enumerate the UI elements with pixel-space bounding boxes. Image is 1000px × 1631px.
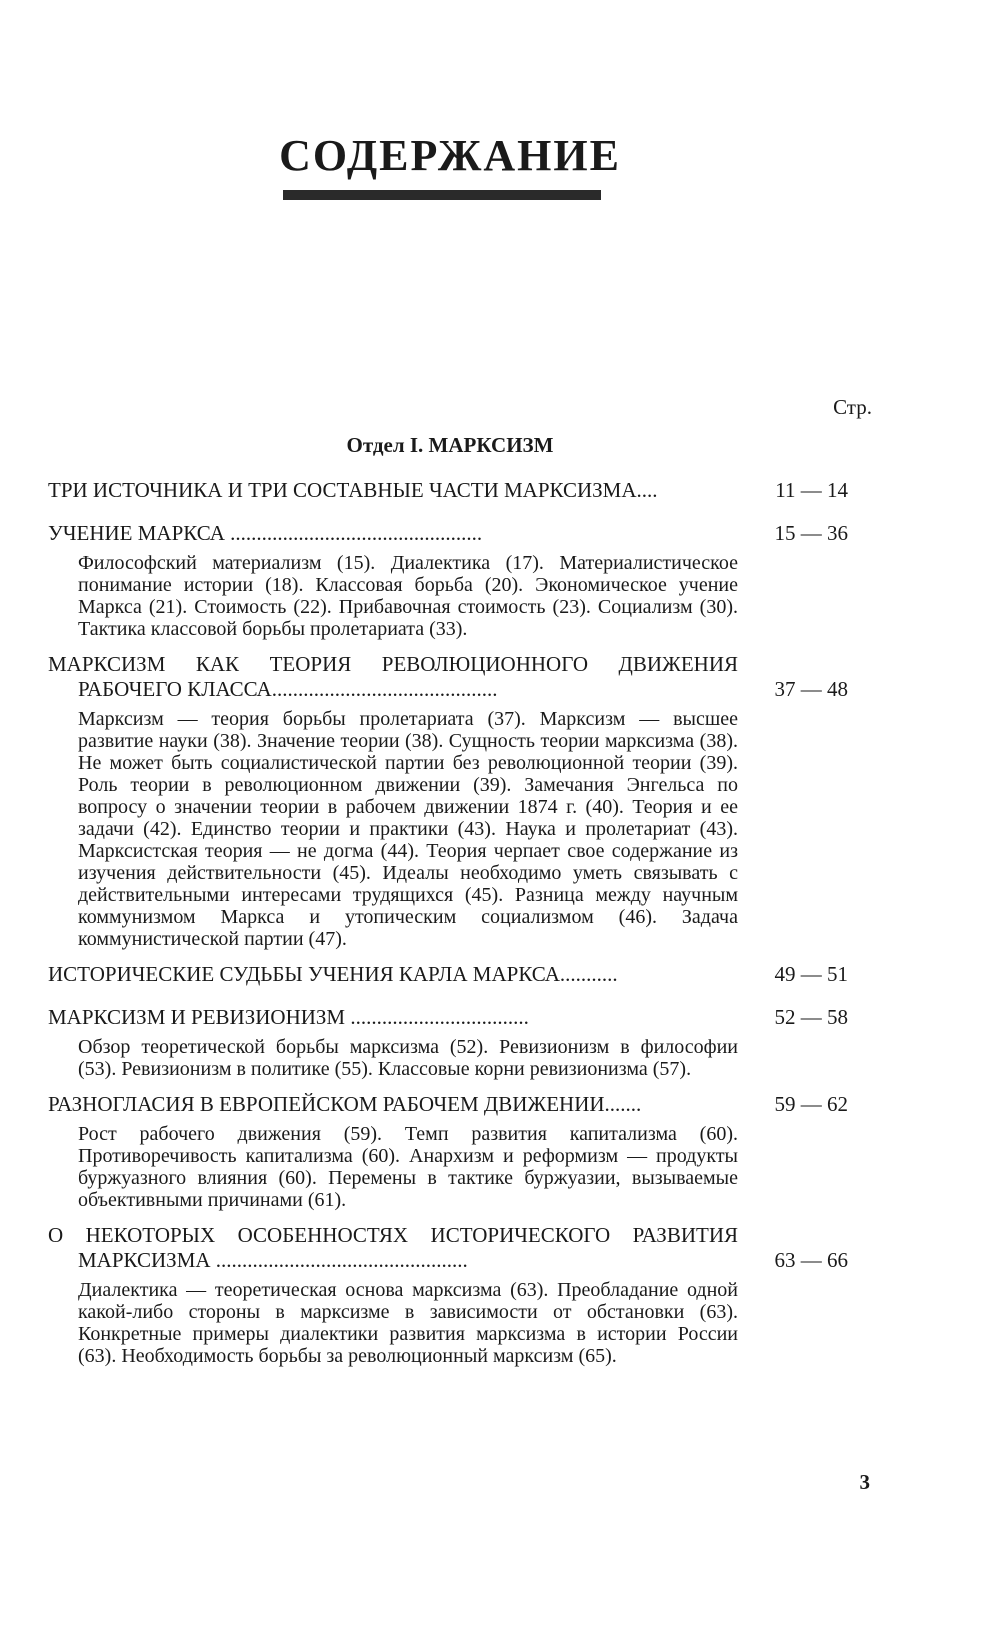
toc-entry-description: Обзор теоретической борьбы марксизма (52). Ревизионизм в философии (53). Ревизионизм в политике (55). Классовые корни ревизионизма (57). [78,1036,738,1080]
toc-entry-description: Рост рабочего движения (59). Темп развития капитализма (60). Противоречивость капитализма (60). Анархизм и реформизм — продукты буржуазного влияния (60). Перемены в тактике буржуазии, вызываемые объективными причинами (61). [78,1123,738,1211]
toc-entry-pages: 11 — 14 [775,478,848,502]
table-of-contents [48,478,848,1367]
toc-entry-pages: 49 — 51 [774,962,848,986]
toc-entry-title-line2: МАРКСИЗМА ................................................ [78,1248,468,1272]
toc-entry [48,962,848,987]
toc-entry [48,1092,848,1211]
page-number: 3 [859,1470,870,1494]
section-heading: Отдел I. МАРКСИЗМ [346,433,554,457]
toc-entry-pages: 59 — 62 [774,1092,848,1116]
toc-entry [48,652,848,950]
toc-entry-pages: 52 — 58 [774,1005,848,1029]
toc-entry [48,1005,848,1080]
page-title: СОДЕРЖАНИЕ [279,131,621,180]
toc-entry-title: МАРКСИЗМ И РЕВИЗИОНИЗМ .................................. [48,1005,529,1029]
title-underline [283,190,601,200]
toc-entry [48,521,848,640]
toc-entry-description: Диалектика — теоретическая основа марксизма (63). Преобладание одной какой-либо стороны в марксизме в зависимости от обстановки (63). Конкретные примеры диалектики развития марксизма в истории России (63). Необходимость борьбы за революционный марксизм (65). [78,1279,738,1367]
toc-entry-pages: 37 — 48 [774,677,848,701]
toc-entry-title-line1: МАРКСИЗМ КАК ТЕОРИЯ РЕВОЛЮЦИОННОГО ДВИЖЕНИЯ [48,652,738,676]
toc-entry [48,1223,848,1367]
toc-entry-title: РАЗНОГЛАСИЯ В ЕВРОПЕЙСКОМ РАБОЧЕМ ДВИЖЕНИИ....... [48,1092,642,1116]
toc-entry [48,478,848,503]
toc-entry-pages: 63 — 66 [774,1248,848,1272]
toc-entry-description: Марксизм — теория борьбы пролетариата (37). Марксизм — высшее развитие науки (38). Значение теории (38). Сущность теории марксизма (38). Не может быть социалистической партии без революционной теории (39). Роль теории в революционном движении (39). Замечания Энгельса по вопросу о значении теории в рабочем движении 1874 г. (40). Теория и ее задачи (42). Единство теории и практики (43). Наука и пролетариат (43). Марксистская теория — не догма (44). Теория черпает свое содержание из изучения действительности (45). Идеалы необходимо уметь связывать с действительными интересами трудящихся (45). Разница между научным коммунизмом Маркса и утопическим социализмом (46). Задача коммунистической партии (47). [78,708,738,950]
pages-column-label: Стр. [833,395,872,419]
toc-entry-title: ИСТОРИЧЕСКИЕ СУДЬБЫ УЧЕНИЯ КАРЛА МАРКСА........... [48,962,618,986]
toc-entry-title-line1: О НЕКОТОРЫХ ОСОБЕННОСТЯХ ИСТОРИЧЕСКОГО РАЗВИТИЯ [48,1223,738,1247]
toc-entry-title: ТРИ ИСТОЧНИКА И ТРИ СОСТАВНЫЕ ЧАСТИ МАРКСИЗМА.... [48,478,658,502]
toc-entry-title: УЧЕНИЕ МАРКСА ................................................ [48,521,483,545]
toc-entry-title-line2: РАБОЧЕГО КЛАССА........................................... [78,677,498,701]
toc-entry-description: Философский материализм (15). Диалектика (17). Материалистическое понимание истории (18). Классовая борьба (20). Экономическое учение Маркса (21). Стоимость (22). Прибавочная стоимость (23). Социализм (30). Тактика классовой борьбы пролетариата (33). [78,552,738,640]
toc-entry-pages: 15 — 36 [774,521,848,545]
